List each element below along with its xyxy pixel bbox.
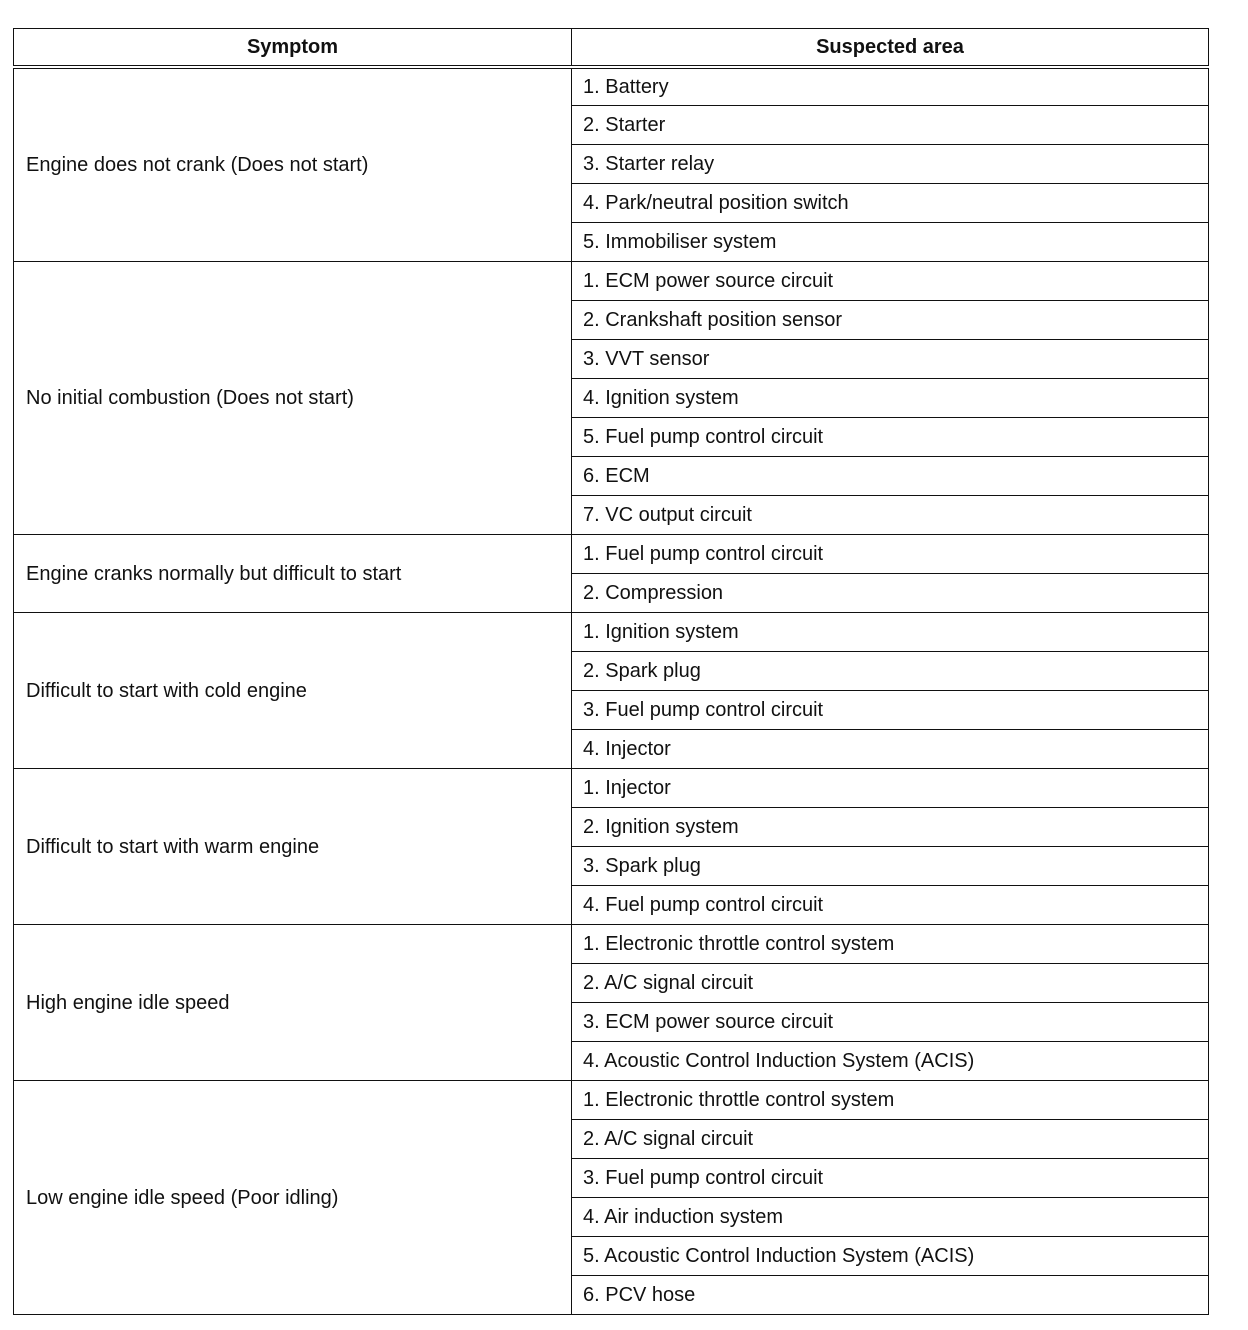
suspected-area-cell: 1. Injector	[572, 769, 1209, 808]
suspected-area-cell: 3. VVT sensor	[572, 340, 1209, 379]
symptom-cell: High engine idle speed	[14, 925, 572, 1081]
header-symptom: Symptom	[14, 29, 572, 67]
symptom-table	[13, 28, 1209, 1315]
suspected-area-cell: 3. Fuel pump control circuit	[572, 1159, 1209, 1198]
suspected-area-cell: 2. A/C signal circuit	[572, 1120, 1209, 1159]
suspected-area-cell: 1. Ignition system	[572, 613, 1209, 652]
suspected-area-cell: 4. Air induction system	[572, 1198, 1209, 1237]
suspected-area-cell: 5. Acoustic Control Induction System (ACIS)	[572, 1237, 1209, 1276]
table-row	[14, 613, 1209, 652]
header-suspected-area: Suspected area	[572, 29, 1209, 67]
suspected-area-cell: 2. Spark plug	[572, 652, 1209, 691]
symptom-cell: Engine does not crank (Does not start)	[14, 67, 572, 262]
table-row	[14, 1081, 1209, 1120]
suspected-area-cell: 3. Spark plug	[572, 847, 1209, 886]
suspected-area-cell: 4. Ignition system	[572, 379, 1209, 418]
symptom-cell: Difficult to start with cold engine	[14, 613, 572, 769]
suspected-area-cell: 1. Electronic throttle control system	[572, 1081, 1209, 1120]
suspected-area-cell: 4. Injector	[572, 730, 1209, 769]
suspected-area-cell: 1. Electronic throttle control system	[572, 925, 1209, 964]
suspected-area-cell: 2. Crankshaft position sensor	[572, 301, 1209, 340]
suspected-area-cell: 3. Starter relay	[572, 145, 1209, 184]
suspected-area-cell: 2. A/C signal circuit	[572, 964, 1209, 1003]
suspected-area-cell: 2. Compression	[572, 574, 1209, 613]
header-row	[14, 29, 1209, 67]
suspected-area-cell: 7. VC output circuit	[572, 496, 1209, 535]
symptom-cell: Low engine idle speed (Poor idling)	[14, 1081, 572, 1315]
suspected-area-cell: 3. Fuel pump control circuit	[572, 691, 1209, 730]
suspected-area-cell: 6. PCV hose	[572, 1276, 1209, 1315]
suspected-area-cell: 1. Battery	[572, 67, 1209, 106]
table-body	[14, 67, 1209, 1315]
suspected-area-cell: 2. Starter	[572, 106, 1209, 145]
suspected-area-cell: 4. Acoustic Control Induction System (ACIS)	[572, 1042, 1209, 1081]
suspected-area-cell: 4. Park/neutral position switch	[572, 184, 1209, 223]
table-row	[14, 769, 1209, 808]
symptom-cell: No initial combustion (Does not start)	[14, 262, 572, 535]
symptom-cell: Engine cranks normally but difficult to start	[14, 535, 572, 613]
suspected-area-cell: 2. Ignition system	[572, 808, 1209, 847]
suspected-area-cell: 1. Fuel pump control circuit	[572, 535, 1209, 574]
suspected-area-cell: 5. Fuel pump control circuit	[572, 418, 1209, 457]
suspected-area-cell: 3. ECM power source circuit	[572, 1003, 1209, 1042]
suspected-area-cell: 1. ECM power source circuit	[572, 262, 1209, 301]
table-row	[14, 262, 1209, 301]
suspected-area-cell: 4. Fuel pump control circuit	[572, 886, 1209, 925]
table-row	[14, 535, 1209, 574]
table-row	[14, 67, 1209, 106]
table-row	[14, 925, 1209, 964]
symptom-cell: Difficult to start with warm engine	[14, 769, 572, 925]
suspected-area-cell: 5. Immobiliser system	[572, 223, 1209, 262]
suspected-area-cell: 6. ECM	[572, 457, 1209, 496]
